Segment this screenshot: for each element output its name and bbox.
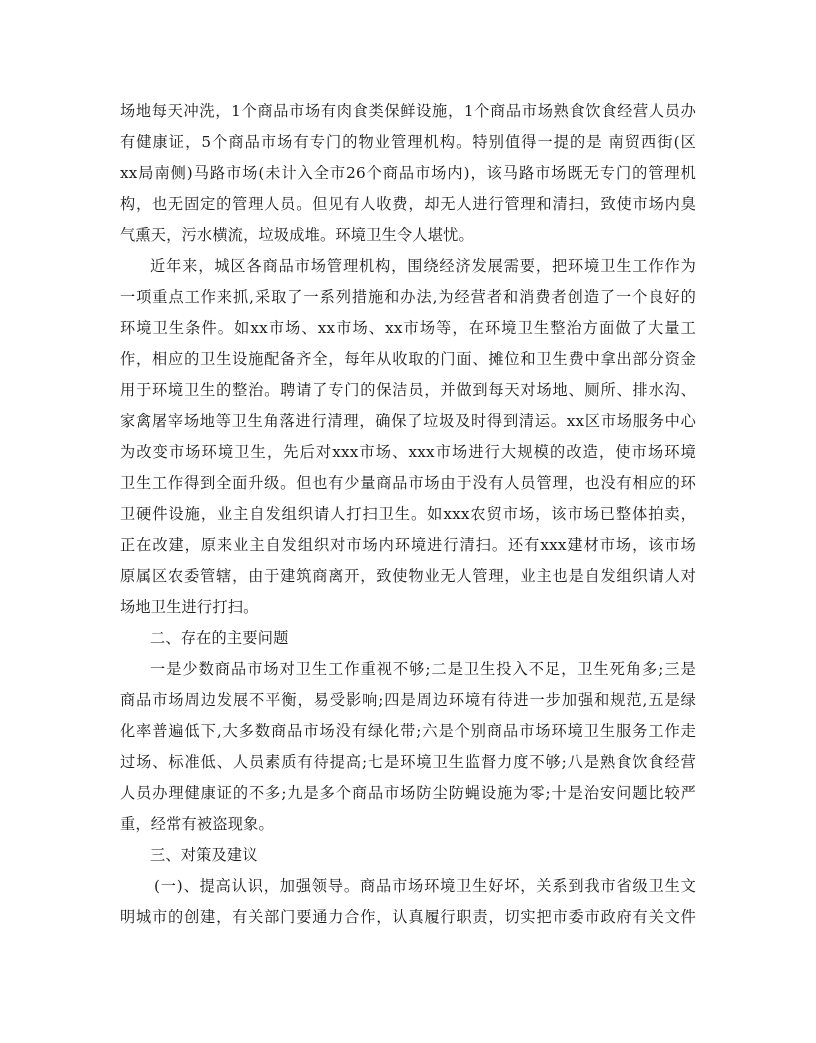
text-line: 商品市场周边发展不平衡，易受影响;四是周边环境有待进一步加强和规范,五是绿: [120, 691, 696, 709]
text-line: 近年来，城区各商品市场管理机构，围绕经济发展需要，把环境卫生工作作为: [150, 257, 696, 275]
text-line: 化率普遍低下,大多数商品市场没有绿化带;六是个别商品市场环境卫生服务工作走: [120, 722, 696, 740]
section-heading-main-problems: 二、存在的主要问题: [150, 629, 289, 647]
text-line: (一)、提高认识，加强领导。商品市场环境卫生好坏，关系到我市省级卫生文: [154, 877, 696, 895]
text-line: 明城市的创建，有关部门要通力合作，认真履行职责，切实把市委市政府有关文件: [120, 908, 696, 926]
text-line: xx局南侧)马路市场(未计入全市26个商品市场内)，该马路市场既无专门的管理机: [120, 164, 696, 182]
document-body: [120, 96, 696, 933]
text-line: 环境卫生条件。如xx市场、xx市场、xx市场等，在环境卫生整治方面做了大量工: [120, 319, 696, 337]
paragraph-market-conditions: [120, 96, 696, 251]
text-line: 为改变市场环境卫生，先后对xxx市场、xxx市场进行大规模的改造，使市场环境: [120, 443, 696, 461]
text-line: 场地卫生进行打扫。: [120, 598, 259, 616]
text-line: 一是少数商品市场对卫生工作重视不够;二是卫生投入不足，卫生死角多;三是: [150, 660, 696, 678]
text-line: 人员办理健康证的不多;九是多个商品市场防尘防蝇设施为零;十是治安问题比较严: [120, 784, 696, 802]
paragraph-recent-years: [120, 251, 696, 623]
text-line: 重，经常有被盗现象。: [120, 815, 274, 833]
text-line: 卫硬件设施，业主自发组织请人打扫卫生。如xxx农贸市场，该市场已整体拍卖，: [120, 505, 696, 523]
section-heading-countermeasures: 三、对策及建议: [150, 846, 258, 864]
text-line: 一项重点工作来抓,采取了一系列措施和办法,为经营者和消费者创造了一个良好的: [120, 288, 696, 306]
text-line: 卫生工作得到全面升级。但也有少量商品市场由于没有人员管理，也没有相应的环: [120, 474, 696, 492]
text-line: 场地每天冲洗，1个商品市场有肉食类保鲜设施，1个商品市场熟食饮食经营人员办: [120, 102, 696, 120]
text-line: 作，相应的卫生设施配备齐全，每年从收取的门面、摊位和卫生费中拿出部分资金: [120, 350, 696, 368]
text-line: 家禽屠宰场地等卫生角落进行清理，确保了垃圾及时得到清运。xx区市场服务中心: [120, 412, 696, 430]
paragraph-raise-awareness: [120, 871, 696, 933]
text-line: 正在改建，原来业主自发组织对市场内环境进行清扫。还有xxx建材市场，该市场: [120, 536, 696, 554]
text-line: 构，也无固定的管理人员。但见有人收费，却无人进行管理和清扫，致使市场内臭: [120, 195, 696, 213]
text-line: 有健康证，5个商品市场有专门的物业管理机构。特别值得一提的是 南贸西街(区: [120, 133, 696, 151]
text-line: 气熏天，污水横流，垃圾成堆。环境卫生令人堪忧。: [120, 226, 474, 244]
paragraph-problem-list: [120, 654, 696, 840]
text-line: 用于环境卫生的整治。聘请了专门的保洁员，并做到每天对场地、厕所、排水沟、: [120, 381, 696, 399]
text-line: 过场、标准低、人员素质有待提高;七是环境卫生监督力度不够;八是熟食饮食经营: [120, 753, 696, 771]
text-line: 原属区农委管辖，由于建筑商离开，致使物业无人管理，业主也是自发组织请人对: [120, 567, 696, 585]
